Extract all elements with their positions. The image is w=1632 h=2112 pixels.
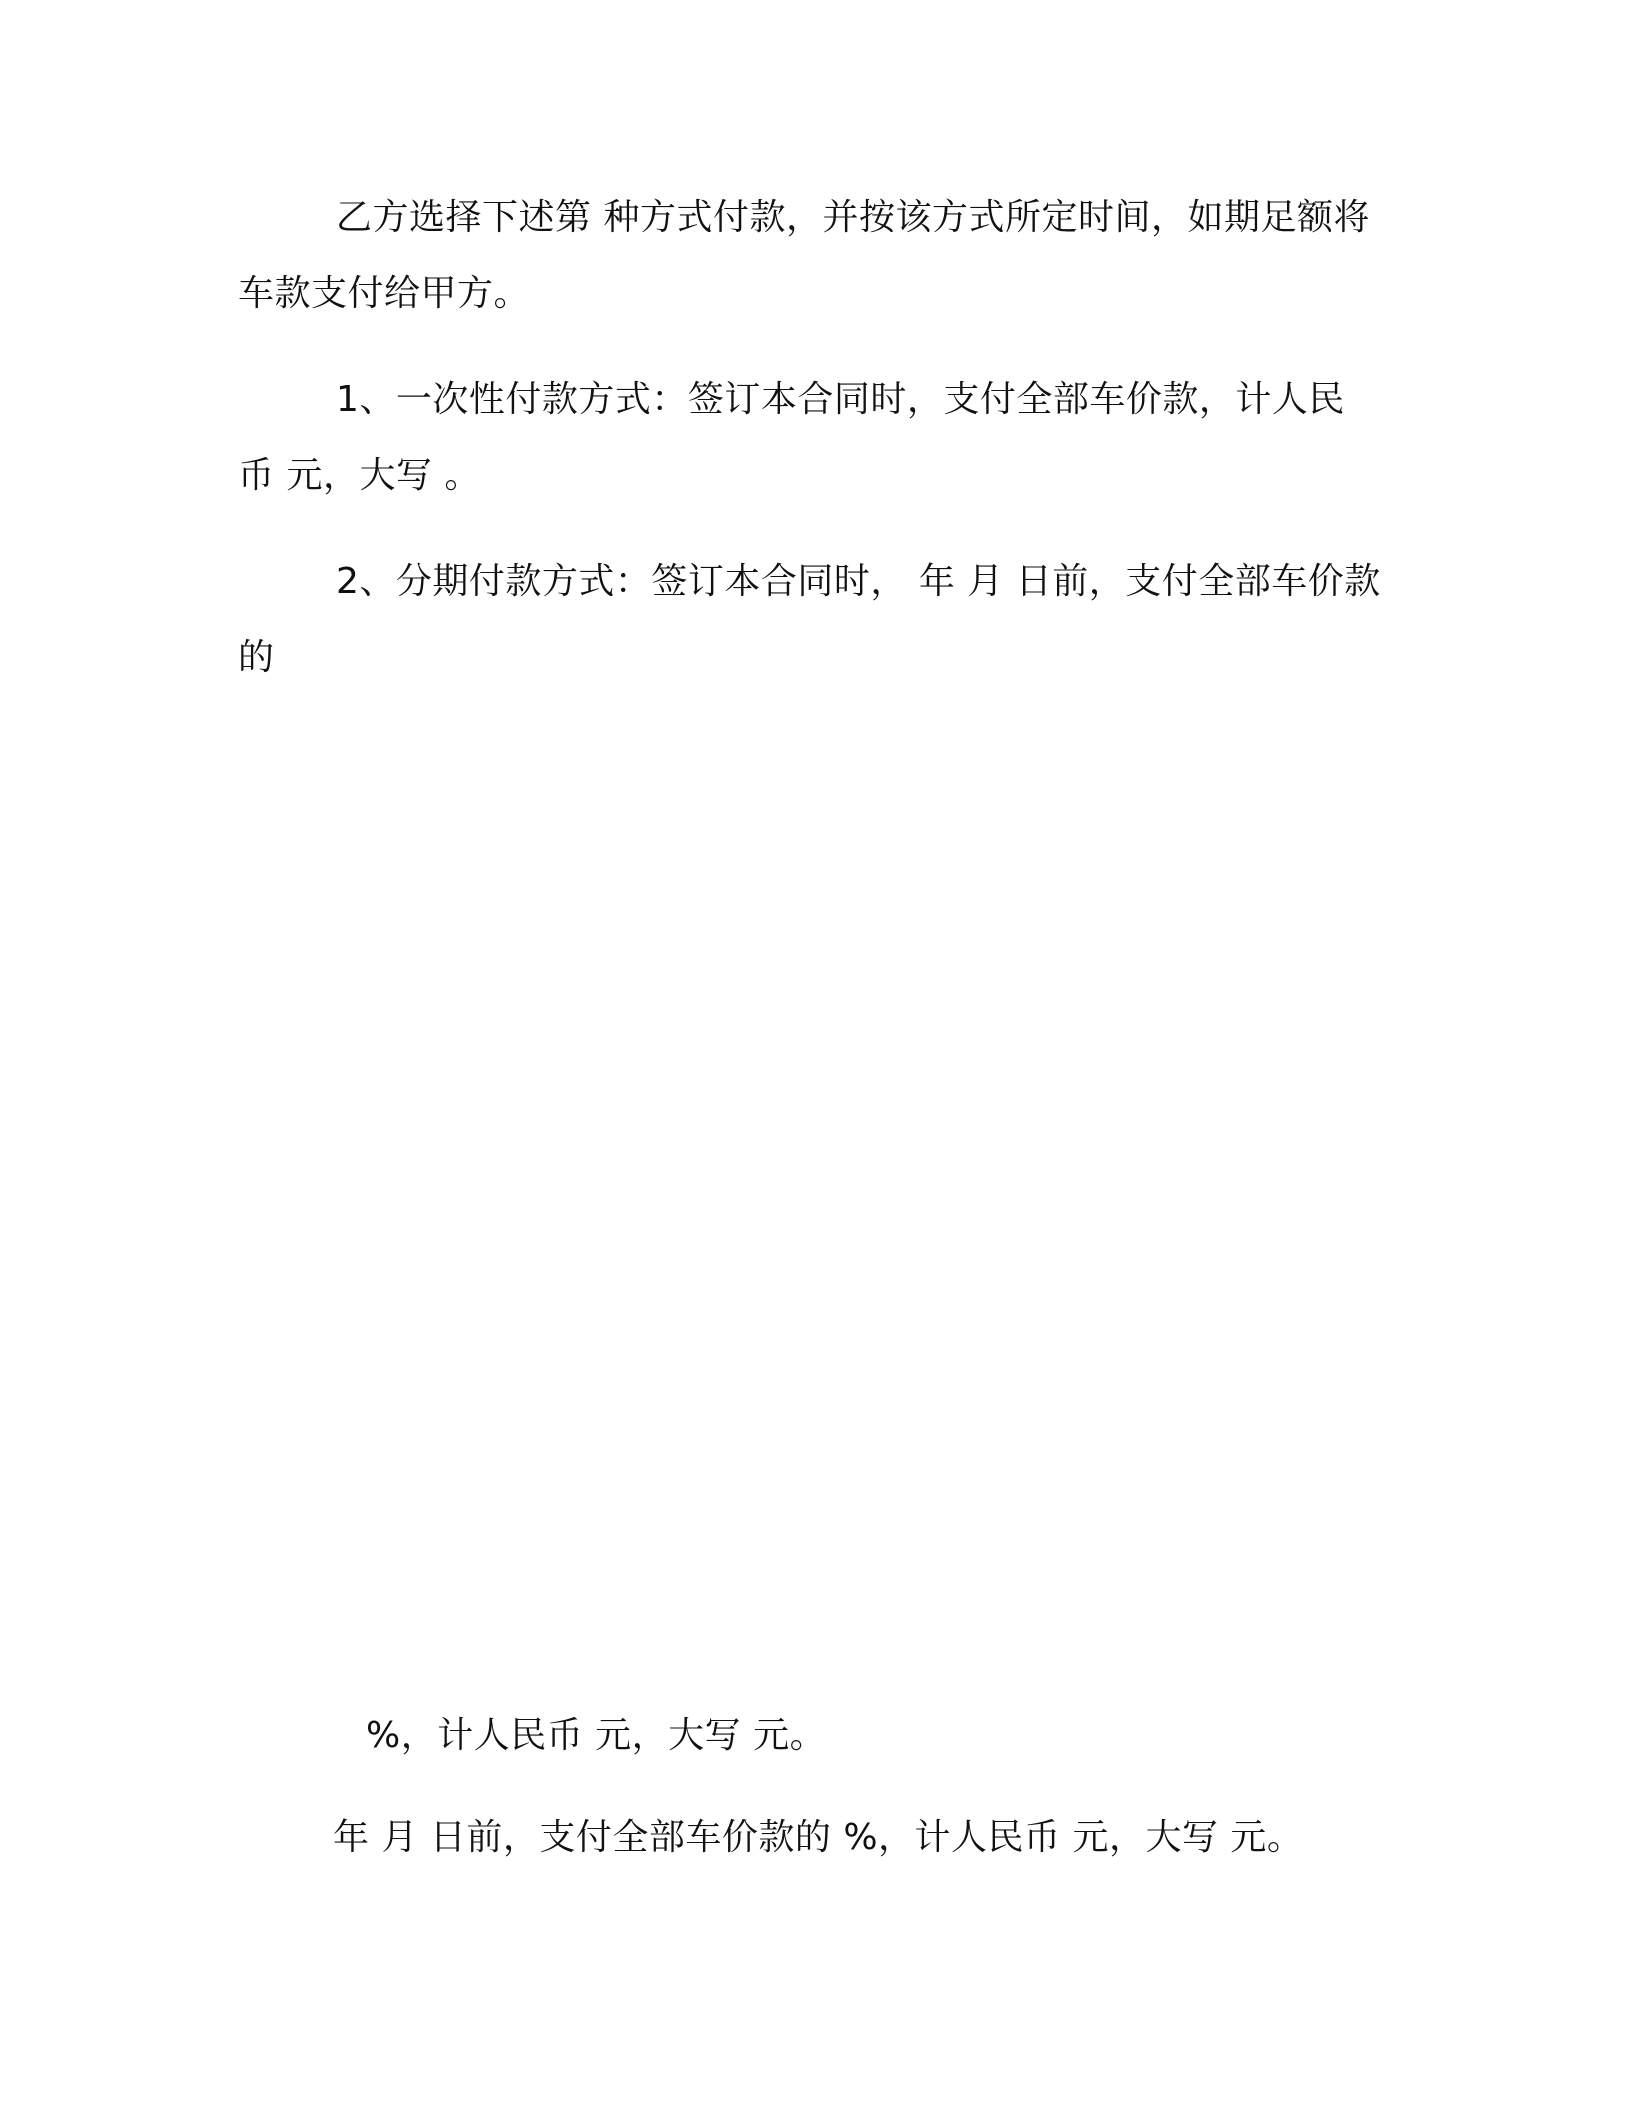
lump-sum-line-1: 1、一次性付款方式：签订本合同时，支付全部车价款，计人民 bbox=[336, 379, 1345, 420]
lump-sum-payment-paragraph bbox=[238, 362, 1345, 514]
lump-sum-line-2: 币 元，大写 。 bbox=[238, 455, 481, 496]
installment-payment-paragraph bbox=[238, 544, 1381, 696]
payment-choice-line-2: 车款支付给甲方。 bbox=[238, 273, 531, 314]
payment-choice-line-1: 乙方选择下述第 种方式付款，并按该方式所定时间，如期足额将 bbox=[336, 197, 1370, 238]
installment-continuation-line-1: %，计人民币 元，大写 元。 bbox=[366, 1715, 827, 1756]
payment-choice-paragraph bbox=[238, 180, 1370, 332]
installment-line-1: 2、分期付款方式：签订本合同时， 年 月 日前，支付全部车价款 bbox=[336, 561, 1381, 602]
installment-line-2: 的 bbox=[238, 637, 275, 678]
installment-continuation-line-2: 年 月 日前，支付全部车价款的 %，计人民币 元，大写 元。 bbox=[333, 1817, 1304, 1858]
